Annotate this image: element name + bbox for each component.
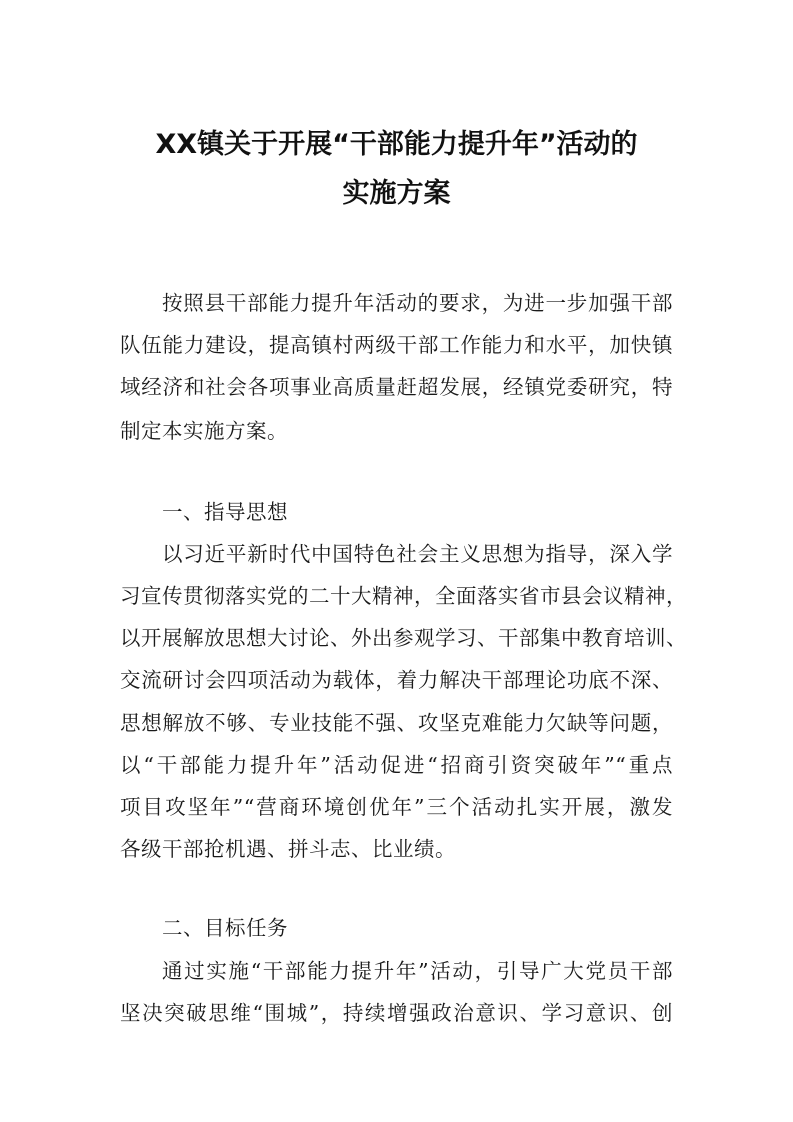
document-title-line-1: XX镇关于开展“干部能力提升年”活动的 [155, 129, 638, 160]
section-1-line-3: 以开展解放思想大讨论、外出参观学习、干部集中教育培训、 [120, 626, 687, 650]
section-1-line-5: 思想解放不够、专业技能不强、攻坚克难能力欠缺等问题， [120, 711, 673, 735]
intro-line-3: 域经济和社会各项事业高质量赶超发展，经镇党委研究，特 [120, 375, 673, 399]
section-1-line-4: 交流研讨会四项活动为载体，着力解决干部理论功底不深、 [120, 668, 673, 692]
document-title-line-2: 实施方案 [342, 178, 451, 209]
section-1-line-1: 以习近平新时代中国特色社会主义思想为指导，深入学 [162, 542, 673, 566]
intro-line-2: 队伍能力建设，提高镇村两级干部工作能力和水平，加快镇 [120, 333, 673, 357]
intro-line-1: 按照县干部能力提升年活动的要求，为进一步加强干部 [162, 291, 673, 315]
intro-line-4: 制定本实施方案。 [120, 419, 288, 443]
section-2-line-1: 通过实施“干部能力提升年”活动，引导广大党员干部 [162, 959, 673, 983]
section-1-line-8: 各级干部抢机遇、拼斗志、比业绩。 [120, 837, 456, 861]
section-2-line-2: 坚决突破思维“围城”，持续增强政治意识、学习意识、创 [120, 1001, 673, 1025]
section-1-line-7: 项目攻坚年”“营商环境创优年”三个活动扎实开展，激发 [120, 795, 673, 819]
section-2-heading: 二、目标任务 [162, 916, 288, 940]
section-1-line-2: 习宣传贯彻落实党的二十大精神，全面落实省市县会议精神， [120, 584, 687, 608]
section-1-heading: 一、指导思想 [162, 500, 288, 524]
section-1-line-6: 以“干部能力提升年”活动促进“招商引资突破年”“重点 [120, 753, 673, 777]
